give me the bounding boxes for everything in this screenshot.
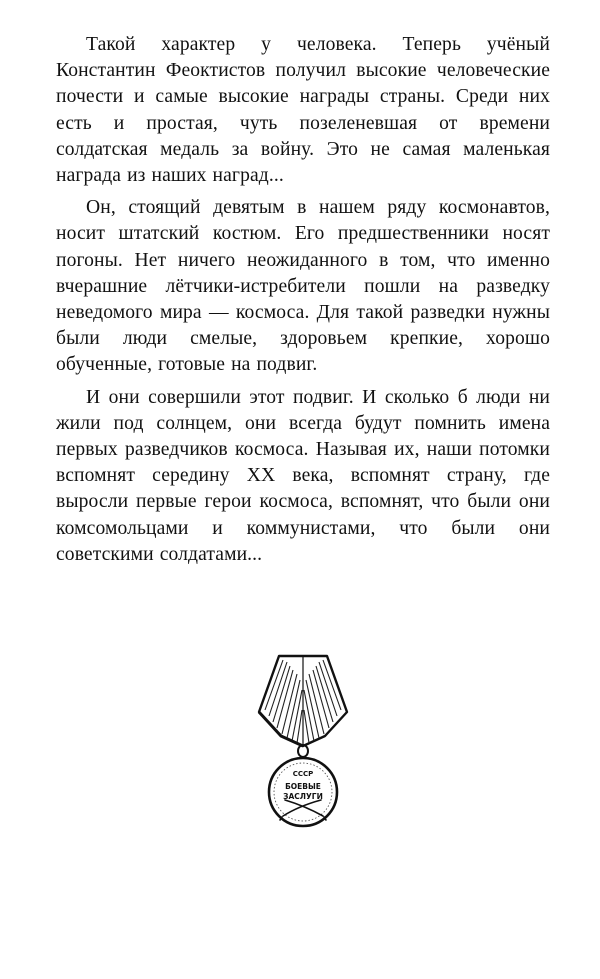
medal-disc xyxy=(269,758,337,826)
medal-for-battle-merit-icon xyxy=(255,650,351,850)
page-text xyxy=(56,32,550,568)
paragraph-1: Такой характер у человека. Теперь учёный Константин Феоктистов получил высокие человеческие почести и самые высокие награды страны. Среди них есть и простая, чуть позеленевшая от времени солдатская медаль за войну. Это не самая маленькая награда из наших наград... xyxy=(56,34,550,187)
ribbon xyxy=(259,656,347,746)
medal-inscription-line1: БОЕВЫЕ xyxy=(285,782,321,791)
paragraph-2: Он, стоящий девятым в нашем ряду космонавтов, носит штатский костюм. Его предшественники носят погоны. Нет ничего неожиданного в том, что именно вчерашние лётчики-истребители пошли на разведку неведомого мира — космоса. Для такой разведки нужны были люди смелые, здоровьем крепкие, хорошо обученные, готовые на подвиг. xyxy=(56,197,550,376)
medal-inscription-line2: ЗАСЛУГИ xyxy=(283,792,323,801)
medal-illustration xyxy=(255,650,351,850)
paragraph-3: И они совершили этот подвиг. И сколько б люди ни жили под солнцем, они всегда будут помнить имена первых разведчиков космоса. Называя их, наши потомки вспомнят середину XX века, вспомнят страну, где выросли первые герои космоса, вспомнят, что были они комсомольцами и коммунистами, что были они советскими солдатами... xyxy=(56,386,550,565)
medal-inscription-top: СССР xyxy=(292,770,314,778)
